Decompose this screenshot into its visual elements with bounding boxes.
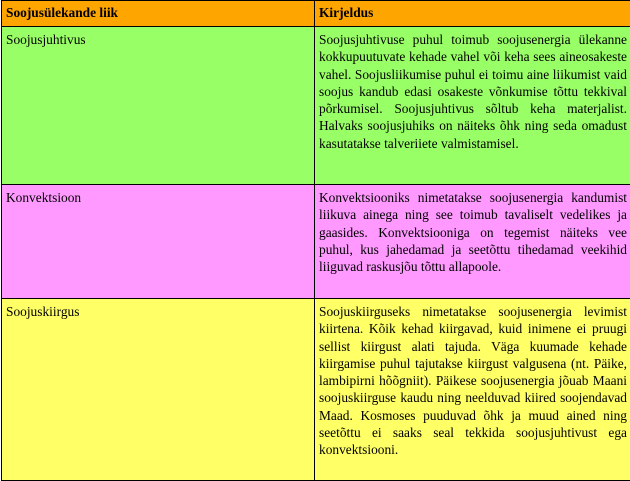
description-cell-soojuskiirgus: Soojuskiirguseks nimetatakse soojusenergia levimist kiirtena. Kõik kehad kiirgavad, kuid inimene ei pruugi sellist kiirgust alati tajuda. Väga kuumade kehade kiirgamise puhul tajutakse kiirgust valgusena (nt. Päike, lambipirni hõõgniit). Päikese soojusenergia jõuab Maani soojuskiirguse kaudu ning neelduvad kiired soojendavad Maad. Kosmoses puuduvad õhk ja muud ained ning seetõttu ei saaks seal tekkida soojusjuhtivust ega konvektsiooni. bbox=[315, 299, 630, 481]
header-description-cell: Kirjeldus bbox=[315, 1, 630, 27]
type-cell-konvektsioon: Konvektsioon bbox=[2, 185, 315, 299]
header-type-cell: Soojusülekande liik bbox=[2, 1, 315, 27]
table-header-row bbox=[2, 1, 630, 27]
table-row bbox=[2, 299, 630, 481]
type-cell-soojusjuhtivus: Soojusjuhtivus bbox=[2, 27, 315, 185]
heat-transfer-table bbox=[1, 0, 630, 481]
type-cell-soojuskiirgus: Soojuskiirgus bbox=[2, 299, 315, 481]
description-cell-soojusjuhtivus: Soojusjuhtivuse puhul toimub soojusenergia ülekanne kokkupuutuvate kehade vahel või keha sees aineosakeste vahel. Soojusliikumise puhul ei toimu aine liikumist vaid soojus kandub edasi osakeste võnkumise tõttu tekkival põrkumisel. Soojusjuhtivus sõltub keha materjalist. Halvaks soojusjuhiks on näiteks õhk ning seda omadust kasutatakse talveriiete valmistamisel. bbox=[315, 27, 630, 185]
table-row bbox=[2, 185, 630, 299]
table-row bbox=[2, 27, 630, 185]
description-cell-konvektsioon: Konvektsiooniks nimetatakse soojusenergia kandumist liikuva ainega ning see toimub tavaliselt vedelikes ja gaasides. Konvektsiooniga on tegemist näiteks vee puhul, kus jahedamad ja seetõttu tihedamad veekihid liiguvad raskusjõu tõttu allapoole. bbox=[315, 185, 630, 299]
